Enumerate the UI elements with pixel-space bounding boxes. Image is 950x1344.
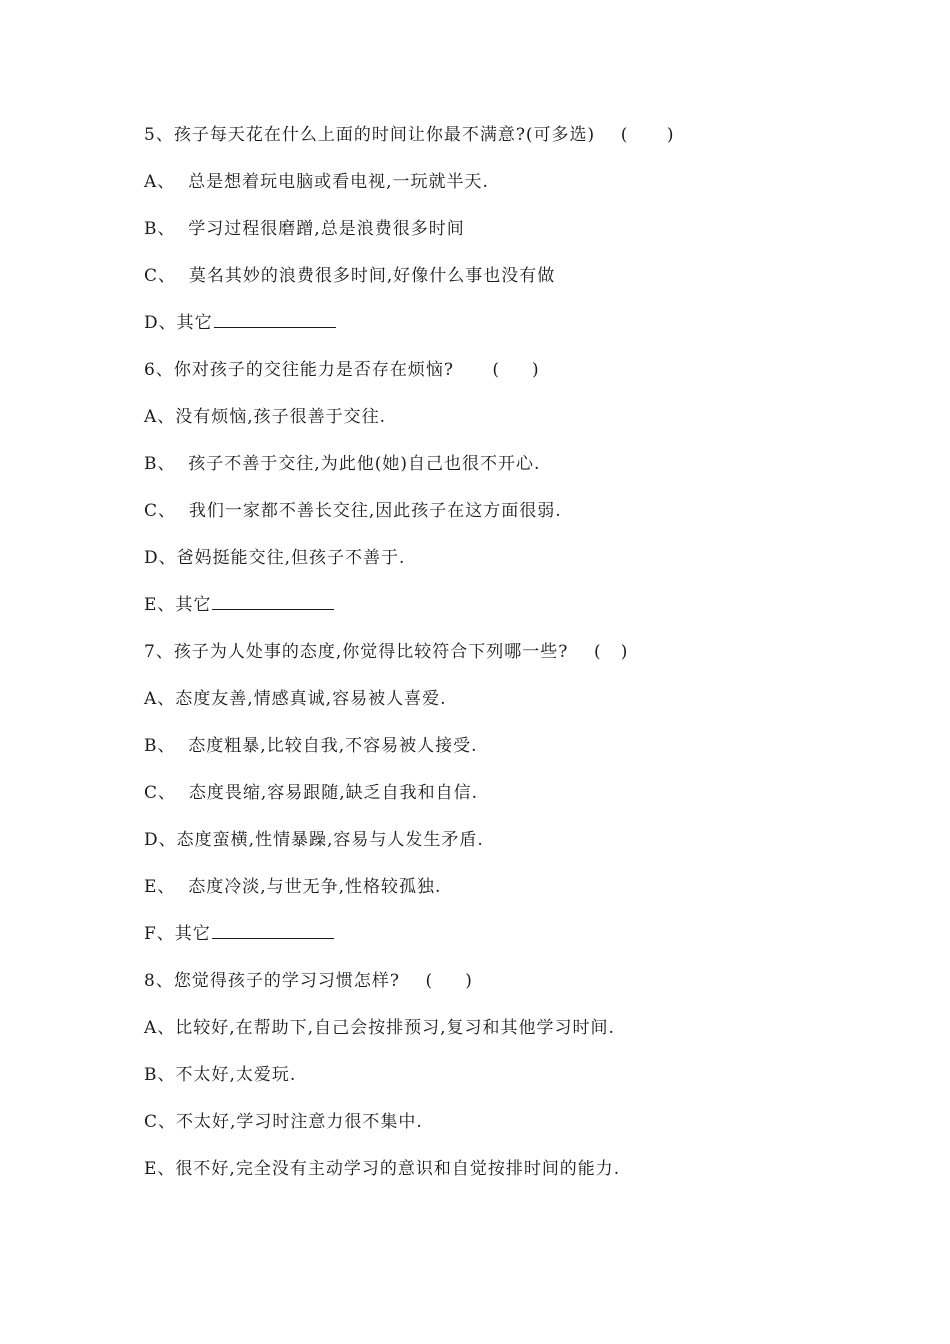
question-8-option-a: A、比较好,在帮助下,自己会按排预习,复习和其他学习时间. [144,1018,615,1038]
question-7-text: 7、孩子为人处事的态度,你觉得比较符合下列哪一些? ( ) [144,642,629,662]
question-5-option-d [144,305,904,352]
question-6-option-a: A、没有烦恼,孩子很善于交往. [144,407,387,427]
question-6-option-d: D、爸妈挺能交往,但孩子不善于. [144,548,406,568]
question-7-option-f [144,916,904,963]
question-5-text: 5、孩子每天花在什么上面的时间让你最不满意?(可多选) ( ) [144,125,675,145]
question-6-option-b: B、 孩子不善于交往,为此他(她)自己也很不开心. [144,454,541,474]
question-8-option-b: B、不太好,太爱玩. [144,1065,297,1085]
question-7-option-d: D、态度蛮横,性情暴躁,容易与人发生矛盾. [144,830,484,850]
question-8-option-e: E、很不好,完全没有主动学习的意识和自觉按排时间的能力. [144,1159,621,1179]
question-5-option-c: C、 莫名其妙的浪费很多时间,好像什么事也没有做 [144,266,556,286]
question-7-option-e: E、 态度冷淡,与世无争,性格较孤独. [144,877,442,897]
questionnaire-page [144,117,904,1198]
option-label: F、其它 [144,924,211,944]
question-6-option-c: C、 我们一家都不善长交往,因此孩子在这方面很弱. [144,501,562,521]
question-6-option-e [144,587,904,634]
question-5-option-b: B、 学习过程很磨蹭,总是浪费很多时间 [144,219,465,239]
question-8-option-c: C、不太好,学习时注意力很不集中. [144,1112,423,1132]
question-8-text: 8、您觉得孩子的学习习惯怎样? ( ) [144,971,473,991]
question-7-option-c: C、 态度畏缩,容易跟随,缺乏自我和自信. [144,783,479,803]
fill-in-blank[interactable] [212,589,334,610]
fill-in-blank[interactable] [214,307,336,328]
option-label: E、其它 [144,595,212,615]
question-7-option-a: A、态度友善,情感真诚,容易被人喜爱. [144,689,447,709]
fill-in-blank[interactable] [212,918,334,939]
option-label: D、其它 [144,313,213,333]
question-5-option-a: A、 总是想着玩电脑或看电视,一玩就半天. [144,172,489,192]
question-7-option-b: B、 态度粗暴,比较自我,不容易被人接受. [144,736,478,756]
question-6-text: 6、你对孩子的交往能力是否存在烦恼? ( ) [144,360,540,380]
